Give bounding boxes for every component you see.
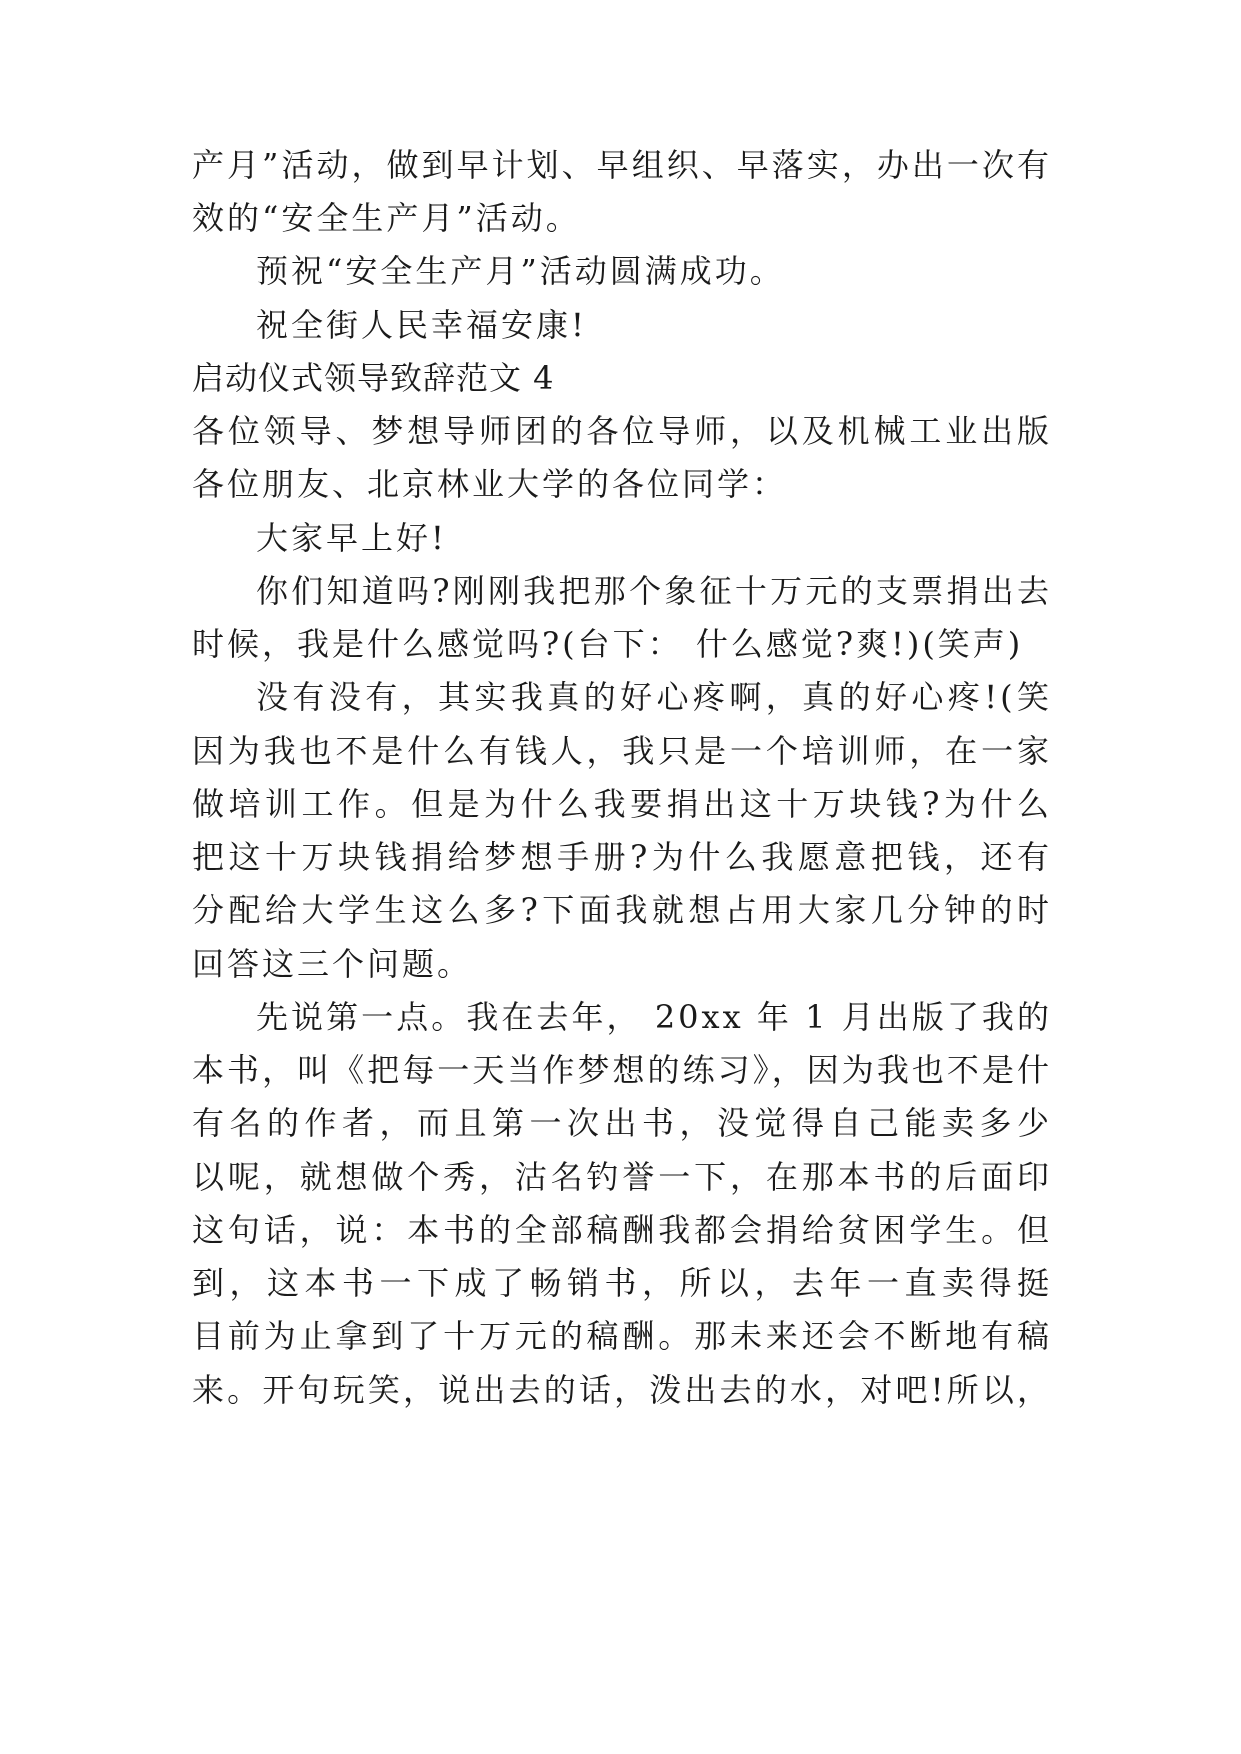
text-line: 以呢，就想做个秀，沽名钓誉一下，在那本书的后面印 [192, 1158, 1052, 1196]
text-line: 本书，叫《把每一天当作梦想的练习》，因为我也不是什 [192, 1051, 1052, 1089]
text-line: 把这十万块钱捐给梦想手册?为什么我愿意把钱，还有 [192, 838, 1052, 876]
text-line: 到，这本书一下成了畅销书，所以，去年一直卖得挺 [192, 1264, 1052, 1302]
text-line: 来。开句玩笑，说出去的话，泼出去的水，对吧!所以， [192, 1371, 1052, 1409]
section-heading: 启动仪式领导致辞范文 4 [192, 359, 555, 397]
text-line: 产月”活动，做到早计划、早组织、早落实，办出一次有 [192, 146, 1052, 184]
text-line: 各位朋友、北京林业大学的各位同学： [192, 465, 788, 503]
text-line: 预祝“安全生产月”活动圆满成功。 [256, 252, 785, 290]
text-line: 有名的作者，而且第一次出书，没觉得自己能卖多少 [192, 1104, 1052, 1142]
text-line: 时候，我是什么感觉吗?(台下： 什么感觉?爽!)(笑声) [192, 625, 1024, 663]
text-line: 目前为止拿到了十万元的稿酬。那未来还会不断地有稿 [192, 1317, 1052, 1355]
text-line: 效的“安全生产月”活动。 [192, 199, 581, 237]
text-line: 因为我也不是什么有钱人，我只是一个培训师，在一家 [192, 732, 1052, 770]
text-line: 回答这三个问题。 [192, 945, 473, 983]
text-line: 先说第一点。我在去年， 20xx 年 1 月出版了我的 [256, 998, 1052, 1036]
text-line: 分配给大学生这么多?下面我就想占用大家几分钟的时 [192, 891, 1052, 929]
text-line: 大家早上好! [256, 519, 447, 557]
text-line: 没有没有，其实我真的好心疼啊，真的好心疼!(笑 [256, 678, 1052, 716]
text-line: 做培训工作。但是为什么我要捐出这十万块钱?为什么 [192, 785, 1052, 823]
text-line: 你们知道吗?刚刚我把那个象征十万元的支票捐出去 [256, 572, 1052, 610]
text-line: 各位领导、梦想导师团的各位导师，以及机械工业出版 [192, 412, 1052, 450]
text-line: 这句话，说：本书的全部稿酬我都会捐给贫困学生。但 [192, 1211, 1052, 1249]
text-line: 祝全街人民幸福安康! [256, 306, 587, 344]
